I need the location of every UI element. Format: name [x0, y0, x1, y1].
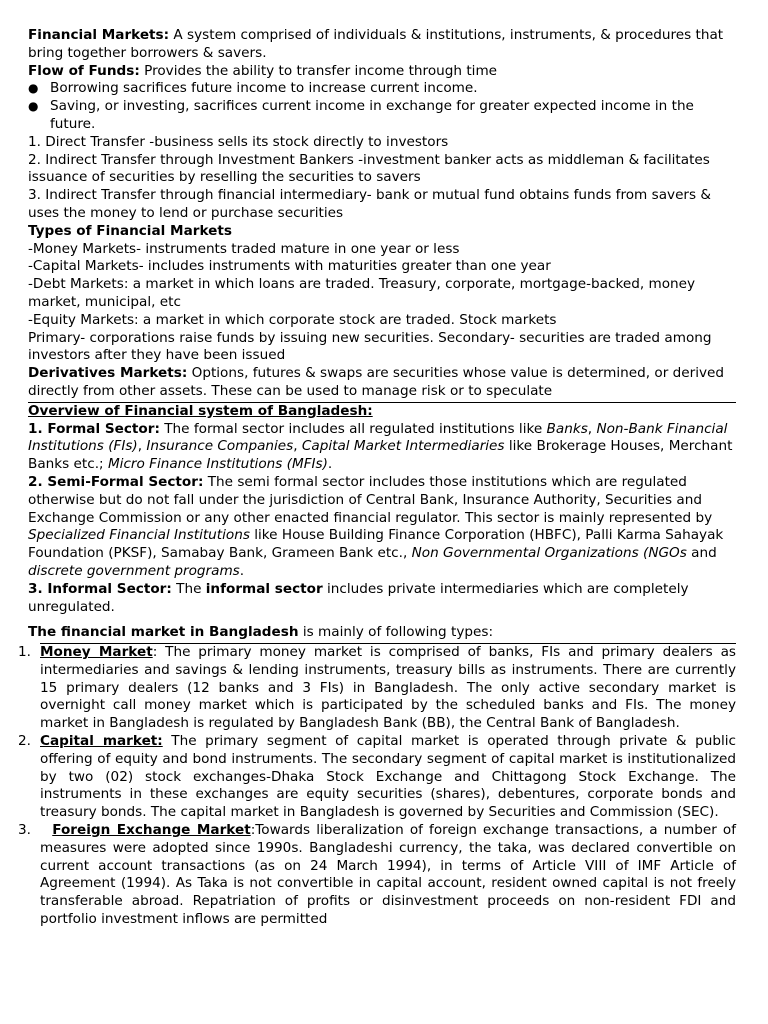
flow-of-funds-definition: Flow of Funds: Provides the ability to transfer income through time — [28, 62, 498, 79]
market-item-capital: 2. Capital market: The primary segment of capital market is operated through private & public offering of equity and bond instruments. The secondary segment of capital market is institutionalized by two (02) stock exchanges-Dhaka Stock Exchange and Chittagong Stock Exchange. The instruments in these exchanges are equity securities (shares), debentures, corporate bonds and treasury bonds. The capital market in Bangladesh is governed by Securities and Commission (SEC). — [18, 733, 736, 821]
list-indirect-investment-bankers: 2. Indirect Transfer through Investment Bankers -investment banker acts as middleman & facilitates issuance of securities by reselling the securities to savers — [28, 151, 710, 186]
list-indirect-intermediary: 3. Indirect Transfer through financial intermediary- bank or mutual fund obtains funds from savers & uses the money to lend or purchase securities — [28, 187, 712, 221]
market-item-money: 1. Money Market: The primary money market is comprised of banks, FIs and primary dealers as intermediaries and savings & lending instruments, treasury bills as instruments. There are currently 15 primary dealers (12 banks and 3 FIs) in Bangladesh. The only active secondary market is overnight call money market which is participated by the scheduled banks and FIs. The money market in Bangladesh is regulated by Bangladesh Bank (BB), the Central Bank of Bangladesh. — [18, 644, 736, 732]
overview-heading: Overview of Financial system of Bangladesh: — [28, 402, 373, 419]
market-item-foreign-exchange: 3. Foreign Exchange Market:Towards liberalization of foreign exchange transactions, a number of measures were adopted since 1990s. Bangladeshi currency, the taka, was declared convertible on current account transactions (as on 24 March 1994), in terms of Article VIII of IMF Article of Agreement (1994). As Taka is not convertible in capital account, resident owned capital is not freely transferable abroad. Repatriation of profits or disinvestment proceeds on non-resident FDI and portfolio investment inflows are permitted — [18, 822, 736, 928]
document-page — [18, 27, 736, 929]
market-types-intro: The financial market in Bangladesh is mainly of following types: — [28, 624, 494, 641]
spacer — [28, 616, 736, 624]
type-primary-secondary: Primary- corporations raise funds by issuing new securities. Secondary- securities are traded among investors after they have been issued — [28, 329, 712, 364]
types-heading: Types of Financial Markets — [28, 222, 232, 239]
list-direct-transfer: 1. Direct Transfer -business sells its stock directly to investors — [28, 133, 449, 150]
semi-formal-sector-paragraph: 2. Semi-Formal Sector: The semi formal sector includes those institutions which are regulated otherwise but do not fall under the jurisdiction of Central Bank, Insurance Authority, Securities and Exchange Commission or any other enacted financial regulator. This sector is mainly represented by Specialized Financial Institutions like House Building Finance Corporation (HBFC), Palli Karma Sahayak Foundation (PKSF), Samabay Bank, Grameen Bank etc., Non Governmental Organizations (NGOs and discrete government programs. — [28, 473, 724, 579]
bullet-borrowing: ● Borrowing sacrifices future income to increase current income. — [28, 80, 736, 98]
type-debt-markets: -Debt Markets: a market in which loans are traded. Treasury, corporate, mortgage-backed, money market, municipal, etc — [28, 276, 696, 310]
type-money-markets: -Money Markets- instruments traded mature in one year or less — [28, 240, 460, 257]
formal-sector-paragraph: 1. Formal Sector: The formal sector includes all regulated institutions like Banks, Non-Bank Financial Institutions (FIs), Insurance Companies, Capital Market Intermediaries like Brokerage Houses, Merchant Banks etc.; Micro Finance Institutions (MFIs). — [28, 420, 733, 473]
financial-markets-definition: Financial Markets: A system comprised of individuals & institutions, instruments, & procedures that bring together borrowers & savers. — [28, 27, 724, 61]
type-capital-markets: -Capital Markets- includes instruments with maturities greater than one year — [28, 258, 551, 275]
bullet-saving: ● Saving, or investing, sacrifices current income in exchange for greater expected income in the future. — [28, 98, 736, 134]
derivatives-definition: Derivatives Markets: Options, futures & swaps are securities whose value is determined, or derived directly from other assets. These can be used to manage risk or to speculate — [28, 365, 725, 399]
informal-sector-paragraph: 3. Informal Sector: The informal sector includes private intermediaries which are completely unregulated. — [28, 580, 689, 615]
type-equity-markets: -Equity Markets: a market in which corporate stock are traded. Stock markets — [28, 311, 557, 328]
